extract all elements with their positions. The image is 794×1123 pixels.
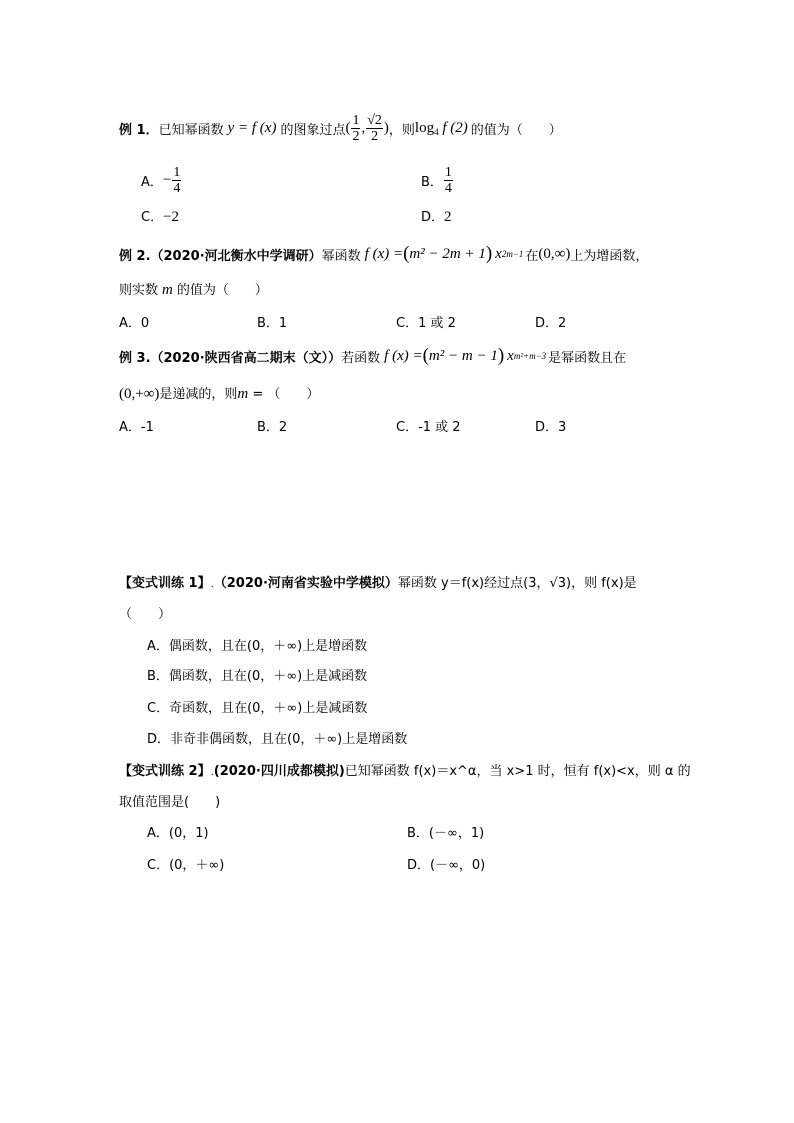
- training-1-option-a[interactable]: A．偶函数，且在(0，＋∞)上是增函数: [147, 639, 368, 654]
- training-1-option-c[interactable]: C．奇函数，且在(0，＋∞)上是减函数: [147, 701, 368, 716]
- training-2-label: 【变式训练 2】: [119, 764, 211, 779]
- example-1-option-a-frac: $\frac{1}{4}$: [173, 164, 181, 196]
- training-1-source: （2020·河南省实验中学模拟）: [213, 576, 398, 591]
- example-1-log: $\log_4 f$ (2): [414, 119, 468, 137]
- example-1-option-d[interactable]: D．2: [421, 209, 452, 225]
- example-3-var: m: [237, 386, 249, 402]
- example-2-func: f (x) =: [364, 245, 404, 262]
- training-2-stem: 【变式训练 2】.(2020·四川成都模拟)已知幂函数 f(x)＝x^α，当 x>1 时，恒有 f(x)<x，则 α 的: [119, 764, 691, 779]
- training-2-option-d[interactable]: D．(－∞，0): [407, 858, 486, 873]
- example-3-text-a: 若函数: [341, 350, 381, 366]
- training-1-text: 幂函数 y＝f(x)经过点(3，√3)，则 f(x)是: [397, 576, 637, 591]
- training-2-option-a[interactable]: A．(0，1): [147, 826, 209, 841]
- example-3-option-d[interactable]: D．3: [535, 420, 567, 435]
- example-2-option-a[interactable]: A．0: [119, 316, 150, 331]
- example-1-label: 例 1．: [119, 122, 159, 138]
- example-1-option-b-frac: $\frac{1}{4}$: [444, 164, 452, 196]
- example-2-paren-body: m² − 2m + 1: [409, 245, 486, 262]
- training-2-line2: 取值范围是( ): [119, 795, 221, 810]
- example-3-stem: 例 3. （2020·陕西省高二期末（文）） 若函数 f (x) = ( m² − m − 1 ) x m²+m−3 是幂函数且在: [119, 345, 627, 366]
- example-3-source: （2020·陕西省高二期末（文））: [150, 350, 342, 366]
- example-2-option-d[interactable]: D．2: [535, 316, 567, 331]
- training-2-text: 已知幂函数 f(x)＝x^α，当 x>1 时，恒有 f(x)<x，则 α 的: [344, 764, 691, 779]
- example-2-stem: 例 2. （2020·河北衡水中学调研） 幂函数 f (x) = ( m² − 2m + 1 ) x 2m−1 在 (0,∞) 上为增函数，: [119, 243, 649, 264]
- example-1-text-c: ，则: [388, 122, 415, 138]
- training-1-stem: 【变式训练 1】.（2020·河南省实验中学模拟）幂函数 y＝f(x)经过点(3，√3)，则 f(x)是: [119, 576, 637, 591]
- training-1-line2: （ ）: [119, 607, 172, 622]
- example-2-text-c: 上为增函数，: [570, 248, 649, 264]
- example-1-text-a: 已知幂函数: [158, 122, 224, 138]
- example-1-func: y = f (x): [227, 119, 277, 136]
- example-2-exponent: 2m−1: [501, 249, 524, 259]
- example-3-option-b[interactable]: B．2: [257, 420, 288, 435]
- example-3-func: f (x) =: [384, 347, 423, 364]
- example-1-text-b: 的图象过点: [280, 122, 346, 138]
- example-3-exponent: m²+m−3: [513, 351, 547, 361]
- training-2-option-b[interactable]: B．(－∞，1): [407, 826, 485, 841]
- example-2-label: 例 2.: [119, 248, 151, 264]
- example-1-point-open: (: [345, 119, 351, 136]
- training-2-source: (2020·四川成都模拟): [213, 764, 345, 779]
- example-3-option-a[interactable]: A．-1: [119, 420, 154, 435]
- example-1-point-y: $\frac{√2}{2}$: [367, 112, 382, 144]
- example-1-text-d: 的值为（ ）: [470, 122, 562, 138]
- example-3-text-b: 是幂函数且在: [548, 350, 627, 366]
- example-3-line2: (0,+∞)是递减的，则m = （ ）: [119, 386, 320, 402]
- example-2-text-a: 幂函数: [321, 248, 361, 264]
- training-1-option-b[interactable]: B．偶函数，且在(0，＋∞)上是减函数: [147, 669, 368, 684]
- example-3-interval: (0,+∞): [119, 386, 160, 402]
- example-2-text-b: 在: [525, 248, 539, 264]
- training-2-option-c[interactable]: C．(0，＋∞): [147, 858, 225, 873]
- example-2-var: m: [162, 282, 173, 298]
- example-1-option-a[interactable]: A． − $\frac{1}{4}$: [141, 164, 181, 196]
- example-3-option-c[interactable]: C．-1 或 2: [396, 420, 461, 435]
- example-2-option-b[interactable]: B．1: [257, 316, 288, 331]
- example-3-label: 例 3.: [119, 350, 151, 366]
- example-1-point-x: $\frac{1}{2}$: [352, 112, 360, 144]
- example-2-option-c[interactable]: C．1 或 2: [396, 316, 456, 331]
- example-3-paren-body: m² − m − 1: [428, 347, 498, 364]
- example-2-line2: 则实数 m 的值为（ ）: [119, 282, 268, 298]
- training-1-option-d[interactable]: D．非奇非偶函数，且在(0，＋∞)上是增函数: [147, 732, 408, 747]
- example-2-source: （2020·河北衡水中学调研）: [150, 248, 322, 264]
- example-1-option-b[interactable]: B． $\frac{1}{4}$: [421, 164, 452, 196]
- example-2-interval: (0,∞): [538, 245, 571, 262]
- example-1-stem: 例 1． 已知幂函数 y = f (x) 的图象过点 ( $\frac{1}{2}$ , $\frac{√2}{2}$ ) ，则 $\log_4 f$ (2) 的值为（ ）: [119, 112, 562, 144]
- example-1-option-c[interactable]: C．−2: [141, 209, 180, 225]
- training-1-label: 【变式训练 1】: [119, 576, 211, 591]
